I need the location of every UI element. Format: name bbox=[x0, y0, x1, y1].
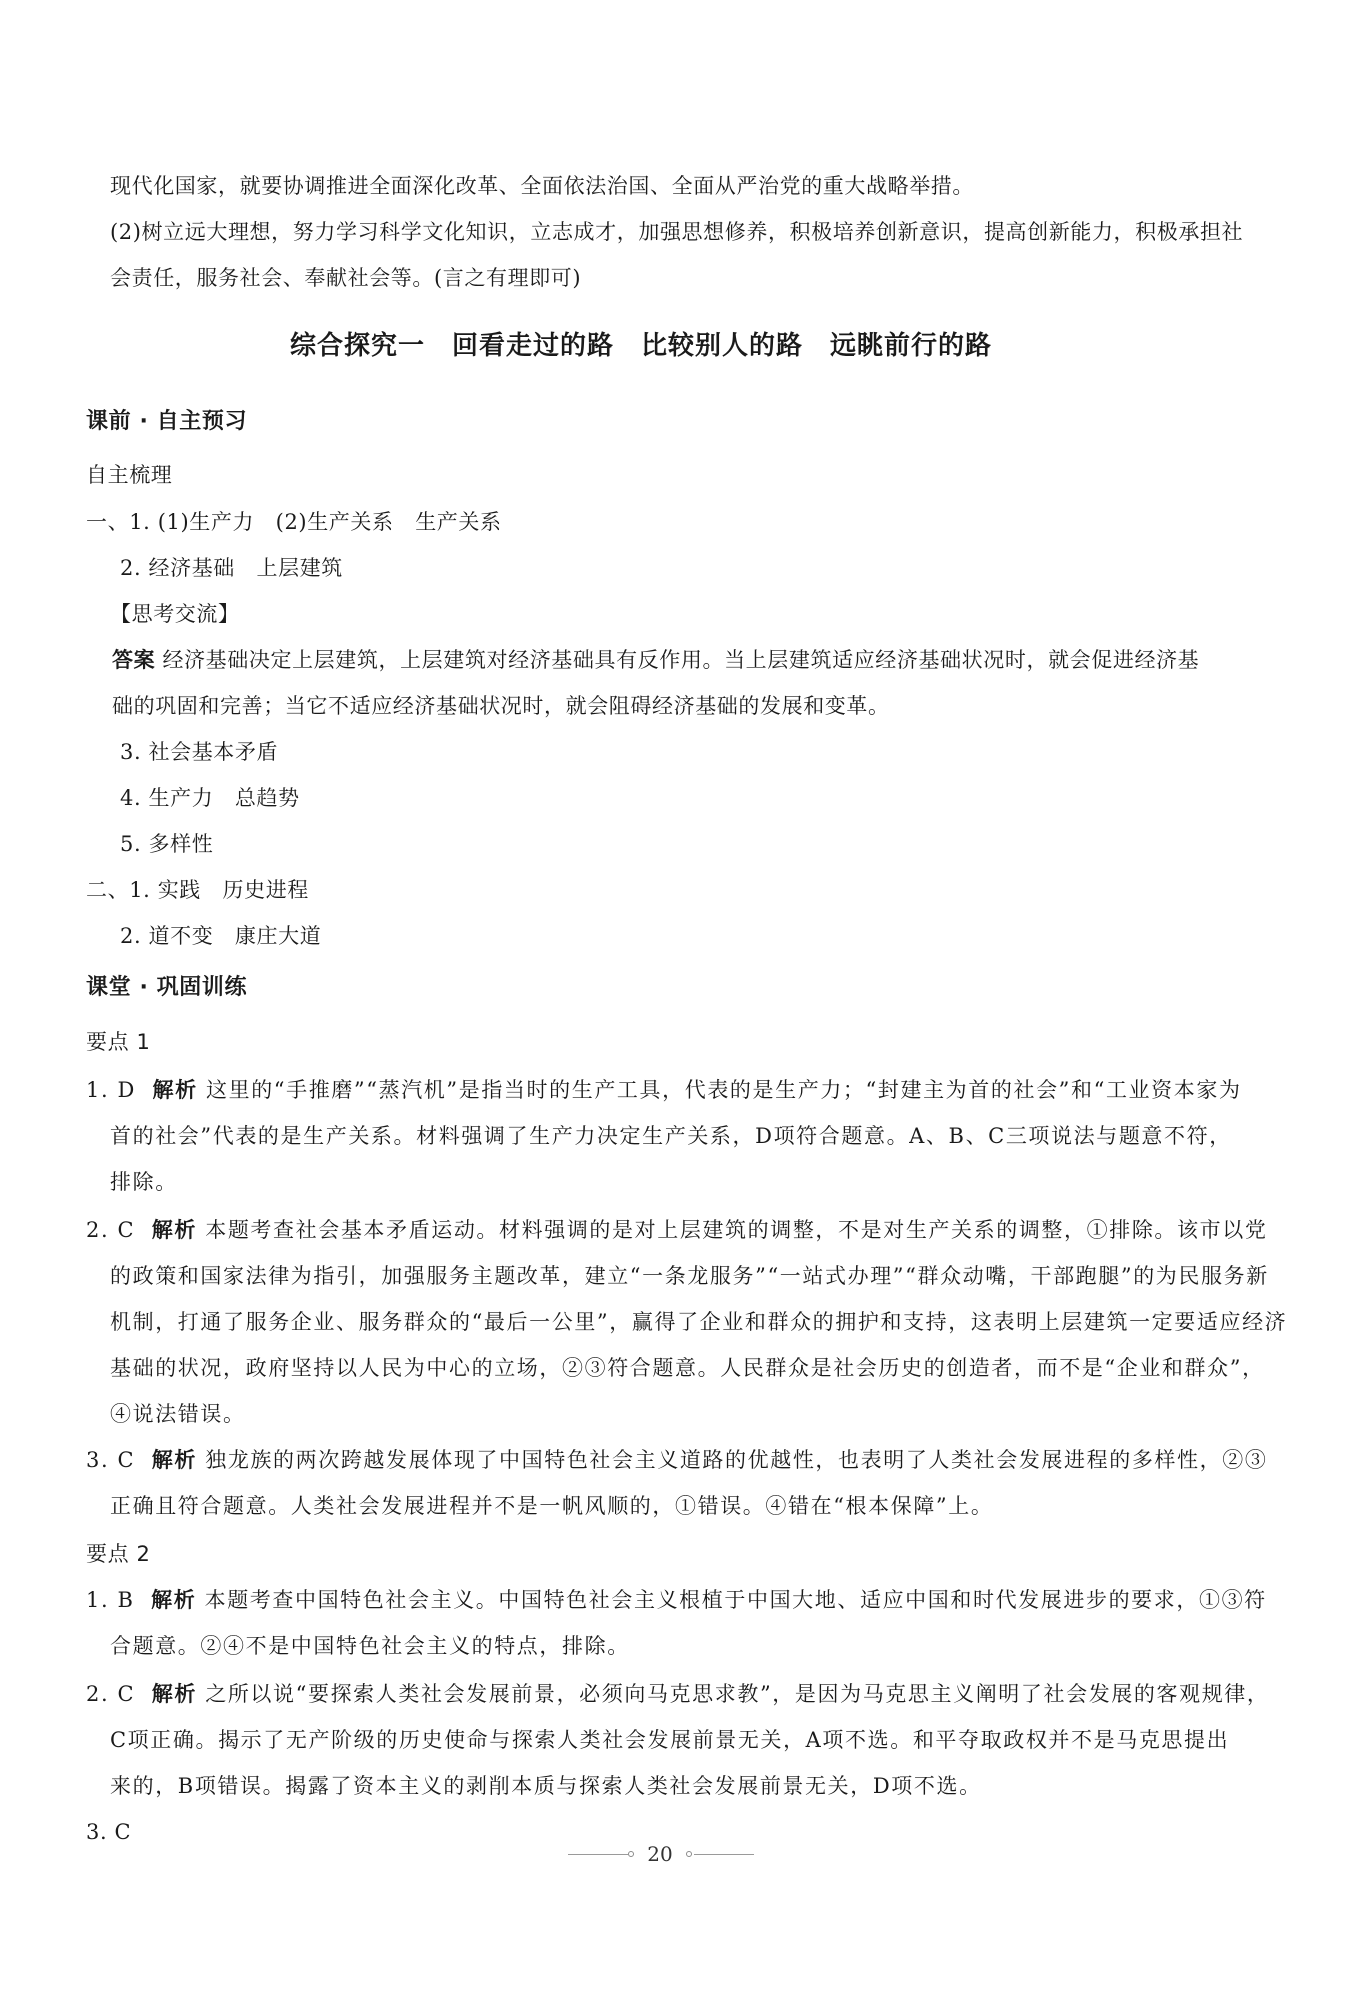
section-title: 综合探究一 回看走过的路 比较别人的路 远眺前行的路 bbox=[290, 331, 993, 361]
question-text: 独龙族的两次跨越发展体现了中国特色社会主义道路的优越性，也表明了人类社会发展进程的多样性，②③ bbox=[196, 1448, 1268, 1472]
text-line: (2)树立远大理想，努力学习科学文化知识，立志成才，加强思想修养，积极培养创新意识，提高创新能力，积极承担社 bbox=[110, 220, 1244, 244]
footer-dot-right bbox=[686, 1851, 692, 1857]
question-text: 本题考查社会基本矛盾运动。材料强调的是对上层建筑的调整，不是对生产关系的调整，①排除。该市以党 bbox=[196, 1218, 1268, 1242]
list-item: 一、1. (1)生产力 (2)生产关系 生产关系 bbox=[86, 510, 502, 534]
question-line: 来的，B项错误。揭露了资本主义的剥削本质与探索人类社会发展前景无关，D项不选。 bbox=[110, 1774, 982, 1798]
question-line bbox=[86, 1446, 1267, 1474]
question-number: 3. C bbox=[86, 1448, 136, 1472]
question-line: ④说法错误。 bbox=[110, 1402, 246, 1426]
question-line bbox=[86, 1586, 1267, 1614]
answer-line bbox=[112, 646, 1199, 674]
question-line: 机制，打通了服务企业、服务群众的“最后一公里”，赢得了企业和群众的拥护和支持，这表明上层建筑一定要适应经济 bbox=[110, 1310, 1288, 1334]
question-text: 本题考查中国特色社会主义。中国特色社会主义根植于中国大地、适应中国和时代发展进步的要求，①③符 bbox=[196, 1588, 1267, 1612]
list-item: 3. 社会基本矛盾 bbox=[120, 740, 279, 764]
footer-rule-right bbox=[694, 1854, 754, 1855]
question-number: 1. D bbox=[86, 1078, 136, 1102]
list-item: 2. 道不变 康庄大道 bbox=[120, 924, 322, 948]
question-line bbox=[86, 1216, 1267, 1244]
analysis-label: 解析 bbox=[151, 1448, 197, 1472]
key-point-heading: 要点 2 bbox=[86, 1542, 151, 1566]
key-point-heading: 要点 1 bbox=[86, 1030, 151, 1054]
list-item: 5. 多样性 bbox=[120, 832, 214, 856]
training-heading: 课堂 · 巩固训练 bbox=[86, 975, 248, 1000]
answer-text: 经济基础决定上层建筑，上层建筑对经济基础具有反作用。当上层建筑适应经济基础状况时，就会促进经济基 bbox=[155, 648, 1200, 672]
question-line: 首的社会”代表的是生产关系。材料强调了生产力决定生产关系，D项符合题意。A、B、C三项说法与题意不符， bbox=[110, 1124, 1232, 1148]
question-line: 排除。 bbox=[110, 1170, 178, 1194]
list-item: 二、1. 实践 历史进程 bbox=[86, 878, 309, 902]
question-number: 3. C bbox=[86, 1820, 132, 1844]
analysis-label: 解析 bbox=[151, 1588, 197, 1612]
list-item: 4. 生产力 总趋势 bbox=[120, 786, 300, 810]
question-line: C项正确。揭示了无产阶级的历史使命与探索人类社会发展前景无关，A项不选。和平夺取政权并不是马克思提出 bbox=[110, 1728, 1230, 1752]
question-number: 2. C bbox=[86, 1682, 136, 1706]
page-footer bbox=[0, 1840, 1371, 1868]
question-line: 正确且符合题意。人类社会发展进程并不是一帆风顺的，①错误。④错在“根本保障”上。 bbox=[110, 1494, 994, 1518]
question-line bbox=[86, 1680, 1270, 1708]
preview-subheading: 自主梳理 bbox=[86, 463, 173, 487]
page-number: 20 bbox=[647, 1842, 673, 1866]
question-line bbox=[86, 1076, 1242, 1104]
question-text: 之所以说“要探索人类社会发展前景，必须向马克思求教”，是因为马克思主义阐明了社会发展的客观规律， bbox=[196, 1682, 1270, 1706]
list-item: 2. 经济基础 上层建筑 bbox=[120, 556, 343, 580]
text-line: 现代化国家，就要协调推进全面深化改革、全面依法治国、全面从严治党的重大战略举措。 bbox=[110, 174, 974, 198]
footer-rule-left bbox=[568, 1854, 628, 1855]
question-line: 基础的状况，政府坚持以人民为中心的立场，②③符合题意。人民群众是社会历史的创造者，而不是“企业和群众”， bbox=[110, 1356, 1265, 1380]
analysis-label: 解析 bbox=[152, 1078, 198, 1102]
answer-label: 答案 bbox=[112, 648, 156, 672]
analysis-label: 解析 bbox=[151, 1218, 197, 1242]
question-number: 1. B bbox=[86, 1588, 135, 1612]
analysis-label: 解析 bbox=[151, 1682, 197, 1706]
question-text: 这里的“手推磨”“蒸汽机”是指当时的生产工具，代表的是生产力；“封建主为首的社会”和“工业资本家为 bbox=[197, 1078, 1242, 1102]
text-line: 会责任，服务社会、奉献社会等。(言之有理即可) bbox=[110, 266, 582, 290]
question-number: 2. C bbox=[86, 1218, 136, 1242]
think-exchange-label: 【思考交流】 bbox=[110, 602, 240, 626]
question-line: 的政策和国家法律为指引，加强服务主题改革，建立“一条龙服务”“一站式办理”“群众动嘴，干部跑腿”的为民服务新 bbox=[110, 1264, 1269, 1288]
question-line: 合题意。②④不是中国特色社会主义的特点，排除。 bbox=[110, 1634, 630, 1658]
preview-heading: 课前 · 自主预习 bbox=[86, 409, 248, 434]
footer-dot-left bbox=[628, 1851, 634, 1857]
answer-line: 础的巩固和完善；当它不适应经济基础状况时，就会阻碍经济基础的发展和变革。 bbox=[112, 694, 890, 718]
